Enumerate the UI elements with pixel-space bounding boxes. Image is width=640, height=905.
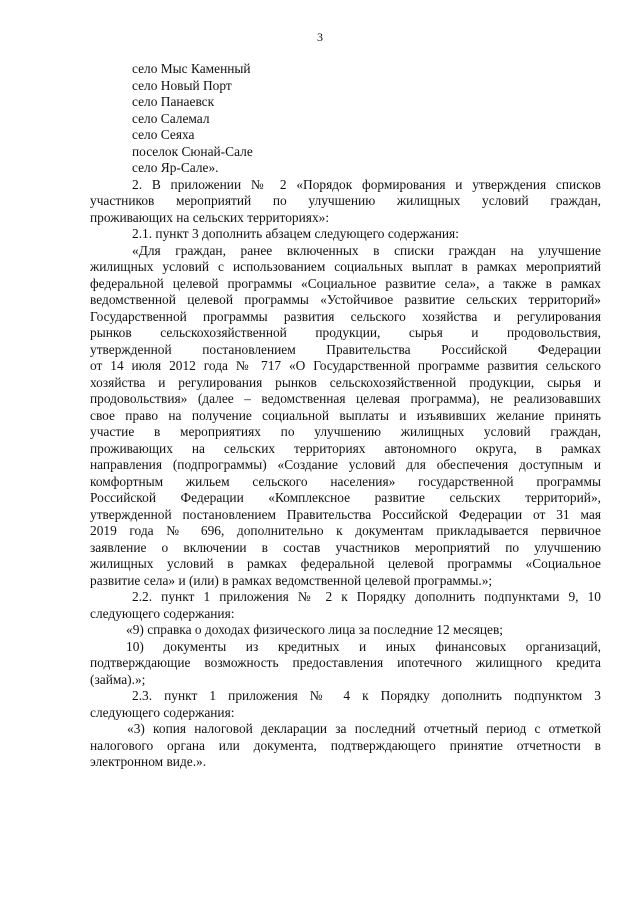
paragraph-2: [90, 177, 601, 227]
text-line: 2019 года № 696, дополнительно к документам прикладывается первичное: [90, 523, 601, 538]
settlement-item: село Сеяха: [132, 127, 195, 142]
text-line: жилищных условий в рамках федеральной целевой программы «Социальное: [90, 556, 601, 571]
settlement-item: село Яр-Сале».: [132, 160, 219, 175]
quoted-paragraph: [90, 243, 601, 590]
text-line: федеральной целевой программы «Социальное развитие села», а также в рамках: [90, 275, 601, 291]
text-line: (займа).»;: [90, 671, 146, 687]
text-line: электронном виде.».: [90, 754, 207, 769]
settlement-item: село Салемал: [132, 110, 210, 126]
text-line: подтверждающие возможность предоставления ипотечного жилищного кредита: [90, 655, 601, 670]
text-line: ведомственной целевой программы «Устойчивое развитие сельских территорий»: [90, 292, 601, 307]
text-line: 2. В приложении № 2 «Порядок формирования и утверждения списков: [132, 176, 601, 192]
text-line: участников мероприятий по улучшению жилищных условий граждан,: [90, 193, 601, 208]
text-line: 2.1. пункт 3 дополнить абзацем следующего содержания:: [132, 226, 459, 241]
paragraph-2-2: [90, 589, 601, 622]
text-line: проживающих на сельских территориях»:: [90, 209, 330, 225]
text-line: участие в мероприятиях по улучшению жилищных условий граждан,: [90, 424, 601, 439]
text-line: заявление о включении в состав участников мероприятий по улучшению: [90, 539, 601, 555]
text-line: «3) копия налоговой декларации за последний отчетный период с отметкой: [127, 721, 601, 736]
text-line: налогового органа или документа, подтверждающего принятие отчетности в: [90, 737, 601, 753]
text-line: продовольствия» (далее – ведомственная целевая программа), не реализовавших: [90, 391, 601, 406]
page-number: 3: [317, 30, 323, 44]
text-line: жилищных условий с использованием социальных выплат в рамках мероприятий: [90, 259, 601, 274]
text-line: проживающих на сельских территориях автономного округа, в рамках: [90, 440, 601, 456]
settlement-item: село Новый Порт: [132, 77, 232, 93]
text-line: 2.2. пункт 1 приложения № 2 к Порядку дополнить подпунктами 9, 10: [132, 589, 601, 604]
text-line: хозяйства и регулирования рынков сельскохозяйственной продукции, сырья и: [90, 374, 601, 390]
subitem-9: [90, 622, 601, 639]
settlement-item: село Панаевск: [132, 94, 215, 109]
text-line: «Для граждан, ранее включенных в списки граждан на улучшение: [132, 242, 601, 258]
text-line: утвержденной постановлением Правительства Российской Федерации: [90, 341, 601, 357]
text-line: от 14 июля 2012 года № 717 «О Государственной программе развития сельского: [90, 358, 601, 373]
subitem-10: [90, 639, 601, 689]
text-line: следующего содержания:: [90, 704, 235, 720]
settlement-item: поселок Сюнай-Сале: [132, 143, 253, 159]
paragraph-2-3: [90, 688, 601, 721]
settlement-list: [90, 61, 601, 177]
text-line: следующего содержания:: [90, 605, 235, 621]
text-line: «9) справка о доходах физического лица за последние 12 месяцев;: [126, 622, 504, 637]
text-line: развитие села» и (или) в рамках ведомственной целевой программы.»;: [90, 572, 493, 588]
text-line: 10) документы из кредитных и иных финансовых организаций,: [126, 638, 601, 654]
text-line: Государственной программы развития сельского хозяйства и регулирования: [90, 308, 601, 324]
text-line: рынков сельскохозяйственной продукции, сырья и продовольствия,: [90, 325, 601, 340]
text-line: направления (подпрограммы) «Создание условий для обеспечения доступным и: [90, 457, 601, 472]
text-line: Российской Федерации «Комплексное развитие сельских территорий»,: [90, 490, 601, 505]
text-line: 2.3. пункт 1 приложения № 4 к Порядку дополнить подпунктом 3: [132, 688, 601, 703]
subitem-3: [90, 721, 601, 771]
text-line: комфортным жильем сельского населения» государственной программы: [90, 473, 601, 489]
document-body: [90, 61, 601, 771]
text-line: свое право на получение социальной выплаты и изъявивших желание принять: [90, 407, 601, 423]
text-line: утвержденной постановлением Правительства Российской Федерации от 31 мая: [90, 506, 601, 522]
paragraph-2-1: [90, 226, 601, 243]
settlement-item: село Мыс Каменный: [132, 61, 251, 76]
